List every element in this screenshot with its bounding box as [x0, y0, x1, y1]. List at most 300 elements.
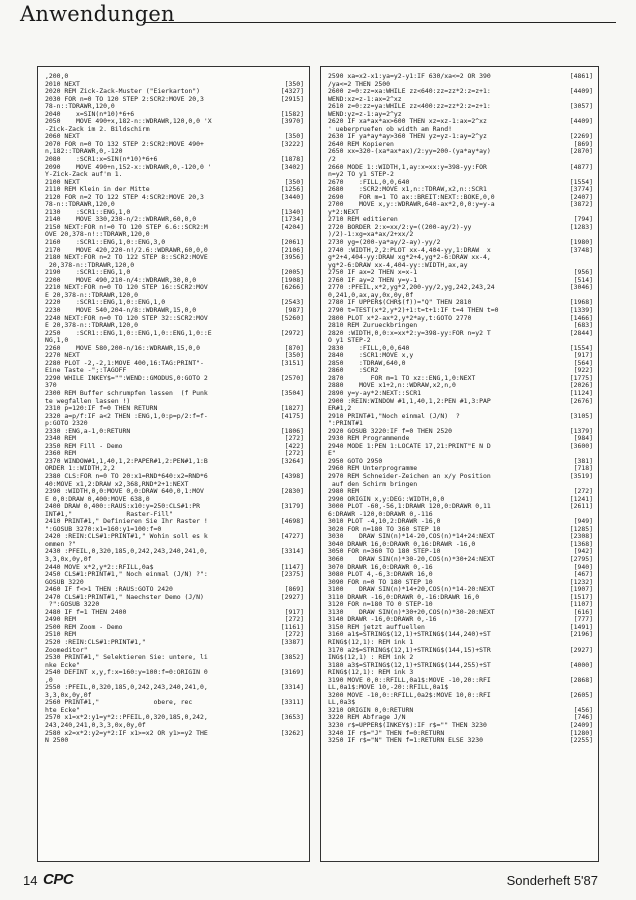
code-text: /ya<=2 THEN 2500 — [328, 79, 391, 88]
code-text: 2050 MOVE 490+x,182-n::WDRAWR,120,0,0 'X — [45, 117, 212, 126]
code-text: 2290 WHILE INKEY$="":WEND::GMODUS,0:GOTO 2 — [45, 373, 208, 382]
code-text: 2950 GOTO 2950 — [328, 456, 383, 465]
code-line — [328, 481, 593, 489]
checksum: [2409] — [569, 721, 593, 730]
code-text: ommen ?" — [45, 539, 77, 548]
checksum: [3774] — [569, 185, 593, 194]
code-text: 2510 REM — [45, 630, 77, 639]
code-text: 2980 REM — [328, 487, 360, 496]
checksum: [922] — [573, 366, 593, 375]
code-text: 2190 :SCR1::ENG,1,0 — [45, 268, 131, 277]
checksum: [2611] — [569, 502, 593, 511]
code-text: 2490 REM — [45, 615, 77, 624]
checksum: [2605] — [569, 690, 593, 699]
checksum: [3151] — [280, 358, 304, 367]
code-listing-left — [38, 67, 309, 745]
code-text: 2530 PRINT#1," Selektieren Sie: untere, li — [45, 653, 208, 662]
checksum: [3222] — [280, 139, 304, 148]
code-line — [45, 171, 304, 179]
code-text: NG,1,0 — [45, 336, 69, 345]
code-text: 3160 a1$=STRING$(12,1)+STRING$(144,240)+ST — [328, 630, 491, 639]
page-number: 14 — [23, 873, 38, 888]
code-text: ER#1,2 — [328, 404, 352, 413]
checksum: [2061] — [280, 238, 304, 247]
code-text: 3170 a2$=STRING$(12,1)+STRING$(144,15)+STR — [328, 645, 491, 654]
checksum: [1280] — [569, 728, 593, 737]
code-text: 3030 DRAW SIN(n)*14-20,COS(n)*14+24:NEXT — [328, 532, 495, 541]
code-text: 2020 REM Zick-Zack-Muster ("Eierkarton") — [45, 87, 201, 96]
code-text: 2770 :PFEIL,x*2,yg*2,200-yy/2,yg,242,243,24 — [328, 283, 495, 292]
code-text: 3060 DRAW SIN(n)*30-20,COS(n)*30+24:NEXT — [328, 555, 495, 563]
code-text: 2690 FOR m=1 TO ax::BREIT:NEXT::BOKE,0,0 — [328, 192, 495, 201]
code-text: nke Ecke" — [45, 660, 80, 669]
code-text: 2470 CLS#1:PRINT#1," Naechster Demo (J/N) — [45, 592, 204, 601]
checksum: [1285] — [569, 524, 593, 533]
code-line — [328, 148, 593, 156]
code-text: 3070 DRAWR 16,0:DRAWR 0,-16 — [328, 562, 433, 571]
checksum: [683] — [573, 321, 593, 330]
code-text: 2040 x=SIN(n*10)*6+6 — [45, 109, 135, 118]
checksum: [2927] — [280, 592, 304, 601]
code-text: ,0 — [45, 675, 53, 684]
code-text: 2460 IF f<>1 THEN :RAUS:GOTO 2420 — [45, 585, 173, 594]
code-line — [45, 73, 304, 81]
code-text: 3,3,0x,0y,0f — [45, 555, 92, 563]
checksum: [4861] — [569, 72, 593, 80]
code-text: O y1 STEP-2 — [328, 336, 371, 345]
code-text: 3110 DRAWR -16,0:DRAWR 0,-16:DRAWR 16,0 — [328, 592, 480, 601]
code-text: 3000 PLOT -60,-56,1:DRAWR 120,0:DRAWR 0,11 — [328, 502, 491, 511]
checksum: [4000] — [569, 660, 593, 669]
code-line — [328, 201, 593, 209]
code-text: 2900 :REIN:WINDOW #1,1,40,1,2:PEN #1,3:PAP — [328, 396, 491, 405]
checksum: [870] — [284, 343, 304, 352]
code-text: 2660 MODE 1::WIDTH,1,ay:x=xx:y=398-yy:FOR — [328, 162, 487, 171]
code-text: 2630 IF ya*ay*ay>360 THEN yz=yz-1:ay=2^yz — [328, 132, 487, 141]
code-text: hte Ecke" — [45, 705, 80, 714]
code-text: g*2+4,404-yy:DRAW xg*2+4,yg*2-6:DRAW xx-4, — [328, 253, 491, 262]
code-text: 2320 a=p/f:IF a<2 THEN :ENG,1,0:p=p/2:f=f- — [45, 411, 208, 420]
checksum: [987] — [284, 305, 304, 314]
code-text: 2740 :WIDTH,2,2:PLOT xx-4,404-yy,1:DRAW x — [328, 245, 491, 254]
checksum: [2106] — [280, 245, 304, 254]
checksum: [869] — [573, 139, 593, 148]
checksum: [422] — [284, 441, 304, 450]
code-text: 2230 MOVE 540,204-n/8::WDRAWR,15,0,0 — [45, 305, 197, 314]
code-text: 2720 BORDER 2:x=xx/2:y=((200-ay/2)-yy — [328, 222, 472, 231]
checksum: [3872] — [569, 200, 593, 209]
checksum: [869] — [284, 585, 304, 594]
checksum: [2255] — [569, 736, 593, 745]
code-text: WEND:xz=z-1:ax=2^xz — [328, 94, 402, 103]
checksum: [1775] — [569, 373, 593, 382]
checksum: [3179] — [280, 502, 304, 511]
checksum: [949] — [573, 517, 593, 526]
checksum: [1107] — [569, 600, 593, 609]
listing-column-right — [320, 66, 599, 862]
code-text: E 20,378-n::TDRAWR,120,0 — [45, 290, 139, 299]
code-text: 3,3,0x,0y,0f — [45, 690, 92, 699]
code-text: N 2500 — [45, 736, 69, 745]
code-text: INT#1," Raster-Fill" — [45, 509, 173, 518]
code-text: 2800 PLOT x*2-ax*2,y*2*ay,t:GOTO 2770 — [328, 313, 472, 322]
checksum: [1124] — [569, 388, 593, 397]
code-text: 78-n::TDRAWR,120,0 — [45, 102, 115, 111]
checksum: [3262] — [280, 728, 304, 737]
checksum: [4204] — [280, 222, 304, 231]
code-text: 2830 :FILL,0,0,640 — [328, 343, 410, 352]
checksum: [5260] — [280, 313, 304, 322]
code-text: 2930 REM Programmende — [328, 434, 410, 443]
checksum: [272] — [284, 434, 304, 443]
checksum: [1907] — [569, 585, 593, 594]
checksum: [2308] — [569, 532, 593, 541]
code-text: auf den Schirm bringen — [328, 479, 418, 488]
code-text: 2860 :SCR2 — [328, 366, 379, 375]
checksum: [3600] — [569, 441, 593, 450]
code-line — [45, 624, 304, 632]
code-text: 3090 FOR n=0 TO 180 STEP 10 — [328, 577, 433, 586]
code-text: 243,240,241,0,3,3,0x,0y,0f — [45, 721, 146, 730]
code-text: 3200 MOVE -10,0::RFILL,0a2$:MOVE 10,0::RFI — [328, 690, 491, 699]
checksum: [3504] — [280, 388, 304, 397]
checksum: [2795] — [569, 555, 593, 563]
code-text: 2650 xx=320-(xa*ax*ax)/2:yy=200-(ya*ay*ay) — [328, 147, 491, 156]
code-text: 2590 xa=x2-x1:ya=y2-y1:IF 630/xa<=2 OR 390 — [328, 72, 491, 80]
code-text: 3080 PLOT 4,-6,3:DRAWR 16,0 — [328, 570, 433, 579]
checksum: [3264] — [280, 456, 304, 465]
code-text: 2080 :SCR1:x=SIN(n*10)*6+6 — [45, 155, 158, 164]
checksum: [272] — [284, 615, 304, 624]
checksum: [2830] — [280, 487, 304, 496]
checksum: [1734] — [280, 215, 304, 224]
code-text: 2110 REM Klein in der Mitte — [45, 185, 150, 194]
code-text: 2750 IF ax=2 THEN x=x-1 — [328, 268, 418, 277]
checksum: [2676] — [569, 396, 593, 405]
code-text: Y-Zick-Zack auf'm 1. — [45, 170, 123, 179]
checksum: [564] — [573, 358, 593, 367]
checksum: [2375] — [280, 570, 304, 579]
code-text: 2400 DRAW 0,400::RAUS:x10:y=250:CLS#1:PR — [45, 502, 201, 511]
checksum: [3440] — [280, 192, 304, 201]
code-text: 2500 REM Zoom - Demo — [45, 622, 123, 631]
code-text: 2560 PRINT#1," obere, rec — [45, 698, 193, 707]
checksum: [3748] — [569, 245, 593, 254]
code-text: 2520 :REIN:CLS#1:PRINT#1," — [45, 638, 146, 647]
code-line — [45, 699, 304, 707]
checksum: [1466] — [569, 313, 593, 322]
checksum: [3046] — [569, 283, 593, 292]
magazine-logo: CPC — [43, 871, 74, 888]
code-text: 2280 PLOT -2,-2,1:MOVE 400,16:TAG:PRINT"- — [45, 358, 204, 367]
code-text: GOSUB 3220 — [45, 577, 84, 586]
checksum: [940] — [573, 562, 593, 571]
code-text: 2140 MOVE 330,230-n/2::WDRAWR,60,0,0 — [45, 215, 197, 224]
checksum: [1379] — [569, 426, 593, 435]
checksum: [1878] — [280, 155, 304, 164]
code-text: ,200,0 — [45, 72, 69, 80]
code-line — [45, 609, 304, 617]
checksum: [350] — [284, 132, 304, 141]
checksum: [1256] — [280, 185, 304, 194]
code-text: 2680 :SCR2:MOVE x1,n::TDRAW,x2,n::SCR1 — [328, 185, 487, 194]
code-text: 2450 CLS#1:PRINT#1," Noch einmal (J/N) ?": — [45, 570, 208, 579]
code-text: 3240 IF r$="J" THEN f=0:RETURN — [328, 728, 445, 737]
code-text: 2210 NEXT:FOR n=0 TO 120 STEP 16::SCR2:MOV — [45, 283, 208, 292]
code-text: 2180 NEXT:FOR n=2 TO 122 STEP 8::SCR2:MOVE — [45, 253, 208, 262]
checksum: [2844] — [569, 328, 593, 337]
code-text: 2300 REM Buffer schrumpfen lassen (f Punk — [45, 388, 208, 397]
checksum: [2972] — [280, 328, 304, 337]
code-text: Eine Taste -";:TAGOFF — [45, 366, 127, 375]
checksum: [272] — [284, 449, 304, 458]
checksum: [1968] — [569, 298, 593, 307]
code-text: 2200 MOVE 490,210-n/4::WDRAWR,30,0,0 — [45, 275, 197, 284]
checksum: [3402] — [280, 162, 304, 171]
checksum: [3314] — [280, 547, 304, 556]
checksum: [2269] — [569, 132, 593, 141]
code-text: E" — [328, 449, 336, 458]
code-text: RING$(12,1): REM ink 3 — [328, 668, 414, 677]
code-text: ?":GOSUB 3220 — [45, 600, 100, 609]
code-text: 3140 DRAWR -16,0:DRAWR 0,-16 — [328, 615, 437, 624]
checksum: [956] — [573, 268, 593, 277]
code-line — [328, 443, 593, 451]
code-text: 2780 IF UPPER$(CHR$(f))="Q" THEN 2810 — [328, 298, 472, 307]
checksum: [2026] — [569, 381, 593, 390]
code-text: 2340 REM — [45, 434, 77, 443]
code-text: n,182::TDRAWR,0,-120 — [45, 147, 123, 156]
code-text: 2030 FOR n=0 TO 120 STEP 2:SCR2:MOVE 20,3 — [45, 94, 204, 103]
code-text: 3020 FOR n=180 TO 360 STEP 10 — [328, 524, 441, 533]
code-text: OVE 20,378-n!::TDRAWR,120,0 — [45, 230, 150, 239]
code-text: 20,378-n::TDRAWR,120,0 — [45, 260, 135, 269]
code-text: RING$(12,1): REM ink 1 — [328, 638, 414, 647]
code-line — [45, 126, 304, 134]
code-text: 2810 REM Zurueckbringen — [328, 321, 418, 330]
code-text: p:GOTO 2320 — [45, 419, 88, 428]
checksum: [350] — [284, 351, 304, 360]
code-text: 2240 NEXT:FOR n=0 TO 120 STEP 32::SCR2:MOV — [45, 313, 208, 322]
code-text: 2010 NEXT — [45, 79, 80, 88]
checksum: [1283] — [569, 222, 593, 231]
code-line — [45, 428, 304, 436]
code-text: 3100 DRAW SIN(n)*14+20,COS(n)*14-20:NEXT — [328, 585, 495, 594]
code-text: 2170 MOVE 420,220-n!/2.6::WDRAWR,60,0,0 — [45, 245, 208, 254]
checksum: [942] — [573, 547, 593, 556]
code-line — [45, 669, 304, 677]
code-text: ":PRINT#1 — [328, 419, 363, 428]
code-text: /2 — [328, 155, 336, 164]
code-text: 2790 t=TEST(x*2,y*2)+1:t=t+1:IF t=4 THEN t=0 — [328, 305, 499, 314]
code-text: 3040 DRAWR 16,0:DRAWR 0,16:DRAWR -16,0 — [328, 539, 476, 548]
code-line — [45, 654, 304, 662]
header-rule — [143, 22, 616, 23]
issue-label: Sonderheft 5'87 — [506, 873, 598, 888]
code-text: 2840 :SCR1:MOVE x,y — [328, 351, 414, 360]
checksum: [1554] — [569, 343, 593, 352]
code-line — [45, 737, 304, 745]
code-text: 2390 :WIDTH,0,0:MOVE 0,0:DRAW 640,0,1:MOV — [45, 487, 204, 496]
checksum: [467] — [573, 570, 593, 579]
code-text: 2120 FOR n=2 TO 122 STEP 4:SCR2:MOVE 20,3 — [45, 192, 204, 201]
code-text: 2970 REM Schneider-Zeichen an x/y Position — [328, 471, 491, 480]
code-text: y*2:NEXT — [328, 207, 360, 216]
code-text: 2550 :PFEIL,0,320,185,0,242,243,240,241,0, — [45, 683, 208, 692]
code-line — [45, 443, 304, 451]
checksum: [2407] — [569, 192, 593, 201]
code-text: 2380 CLS:FOR n=0 TO 20:x1=RND*640:x2=RND*6 — [45, 471, 208, 480]
checksum: [4409] — [569, 117, 593, 126]
checksum: [350] — [284, 79, 304, 88]
code-text: 2250 :SCR1::ENG,1,0::ENG,1,0::ENG,1,0::E — [45, 328, 212, 337]
checksum: [794] — [573, 215, 593, 224]
code-text: ORDER 1::WIDTH,2,2 — [45, 464, 115, 473]
code-text: E 0,0:DRAW 0,400:MOVE 638,0 — [45, 494, 150, 503]
code-text: 3250 IF r$="N" THEN f=1:RETURN ELSE 3230 — [328, 736, 484, 745]
code-text: LL,0a1$:MOVE 10,-20::RFILL,0a1$ — [328, 683, 449, 692]
code-text: 2270 NEXT — [45, 351, 80, 360]
checksum: [1161] — [280, 622, 304, 631]
code-text: 2920 GOSUB 3220:IF f=0 THEN 2520 — [328, 426, 453, 435]
checksum: [718] — [573, 464, 593, 473]
code-text: 2700 MOVE x,y::WDRAWR,640-ax*2,0,0:y=y-a — [328, 200, 495, 209]
checksum: [3519] — [569, 471, 593, 480]
checksum: [1554] — [569, 177, 593, 186]
code-listing-right — [321, 67, 598, 745]
checksum: [1517] — [569, 592, 593, 601]
code-text: ' ueberpruefen ob width am Rand! — [328, 124, 453, 133]
code-text: ING$(12,1) : REM ink 2 — [328, 653, 414, 662]
code-text: -Zick-Zack im 2. Bildschirm — [45, 124, 150, 133]
code-text: 2670 :FILL,0,0,640 — [328, 177, 410, 186]
checksum: [4877] — [569, 162, 593, 171]
checksum: [1232] — [569, 577, 593, 586]
checksum: [777] — [573, 615, 593, 624]
code-text: 2580 x2=x*2:y2=y*2:IF x1>=x2 OR y1>=y2 THE — [45, 728, 208, 737]
checksum: [1147] — [280, 562, 304, 571]
code-line — [328, 413, 593, 421]
code-text: 2310 p=120:IF f=0 THEN RETURN — [45, 404, 158, 413]
code-text: )/2)-1:xg=xa*ax/2+xx/2 — [328, 230, 414, 239]
checksum: [3970] — [280, 117, 304, 126]
code-text: 3190 MOVE 0,0::RFILL,0a1$:MOVE -10,20::RFI — [328, 675, 491, 684]
checksum: [1582] — [280, 109, 304, 118]
checksum: [746] — [573, 713, 593, 722]
code-text: 2070 FOR n=0 TO 132 STEP 2:SCR2:MOVE 490+ — [45, 139, 204, 148]
code-line — [45, 375, 304, 383]
code-text: 3130 DRAW SIN(n)*30+20,COS(n)*30-20:NEXT — [328, 607, 495, 616]
code-text: 2990 ORIGIN x,y:DEG::WIDTH,0,0 — [328, 494, 445, 503]
checksum: [616] — [573, 607, 593, 616]
code-text: yg*2-6:DRAW xx-4,404-yy::WIDTH,ax,ay — [328, 260, 468, 269]
checksum: [381] — [573, 456, 593, 465]
code-text: 2370 WINDOW#1,1,40,1,2:PAPER#1,2:PEN#1,1:B — [45, 456, 208, 465]
code-text: 3050 FOR n=360 TO 180 STEP-10 — [328, 547, 441, 556]
code-text: 2760 IF ay=2 THEN y=y-1 — [328, 275, 418, 284]
code-text: 2350 REM Fill - Demo — [45, 441, 123, 450]
code-text: 3120 FOR n=180 TO 0 STEP-10 — [328, 600, 433, 609]
code-text: 2330 :ENG,a-1,0:RETURN — [45, 426, 131, 435]
code-line — [328, 398, 593, 406]
code-text: 3150 REM jetzt auffuellen — [328, 622, 425, 631]
code-text: 2160 :SCR1::ENG,1,0::ENG,3,0 — [45, 238, 166, 247]
code-text: E 20,378-n::TDRAWR,120,0 — [45, 321, 139, 330]
checksum: [2570] — [280, 373, 304, 382]
checksum: [4175] — [280, 411, 304, 420]
checksum: [1980] — [569, 238, 593, 247]
code-text: 2540 DEFINT x,y,f:x=160:y=100:f=0:ORIGIN 0 — [45, 668, 208, 677]
checksum: [3387] — [280, 638, 304, 647]
code-text: 6:DRAWR -120,0:DRAWR 0,-116 — [328, 509, 433, 518]
code-text: 2060 NEXT — [45, 132, 80, 141]
checksum: [3105] — [569, 411, 593, 420]
checksum: [984] — [573, 434, 593, 443]
checksum: [1806] — [280, 426, 304, 435]
checksum: [1491] — [569, 622, 593, 631]
code-text: 0,241,0,ax,ay,0x,0y,0f — [328, 290, 414, 299]
code-text: 2480 IF f=1 THEN 2400 — [45, 607, 127, 616]
code-line — [45, 330, 304, 338]
code-text: 2220 :SCR1::ENG,1,0::ENG,1,0 — [45, 298, 166, 307]
code-text: 2130 :SCR1::ENG,1,0 — [45, 207, 131, 216]
checksum: [272] — [284, 630, 304, 639]
code-text: te wegfallen lassen !) — [45, 396, 131, 405]
code-text: 3210 ORIGIN 0,0:RETURN — [328, 705, 414, 714]
code-text: 2620 IF xa*ax*ax>600 THEN xz=xz-1:ax=2^xz — [328, 117, 487, 126]
code-text: 78-n::TDRAWR,120,0 — [45, 200, 115, 209]
checksum: [2543] — [280, 298, 304, 307]
code-text: 2710 REM editieren — [328, 215, 398, 224]
checksum: [2927] — [569, 645, 593, 654]
code-text: ":GOSUB 3270:x1=160:y1=100:f=0 — [45, 524, 162, 533]
code-text: LL,0a3$ — [328, 698, 356, 707]
checksum: [3314] — [280, 683, 304, 692]
code-text: 40:MOVE x1,2:DRAW x2,368,RND*2+1:NEXT — [45, 479, 189, 488]
code-text: 2850 :TDRAW,640,0 — [328, 358, 406, 367]
checksum: [3852] — [280, 653, 304, 662]
checksum: [2196] — [569, 630, 593, 639]
checksum: [3169] — [280, 668, 304, 677]
checksum: [4698] — [280, 517, 304, 526]
checksum: [1908] — [280, 275, 304, 284]
checksum: [1339] — [569, 305, 593, 314]
checksum: [3956] — [280, 253, 304, 262]
checksum: [4727] — [280, 532, 304, 541]
code-text: n=y2 TO y1 STEP-2 — [328, 170, 394, 179]
checksum: [1241] — [569, 494, 593, 503]
code-line — [45, 345, 304, 353]
checksum: [4409] — [569, 87, 593, 96]
checksum: [2005] — [280, 268, 304, 277]
section-title: Anwendungen — [20, 2, 175, 26]
checksum: [6266] — [280, 283, 304, 292]
checksum: [1340] — [280, 207, 304, 216]
code-text: 2440 MOVE x*2,y*2::RFILL,0a$ — [45, 562, 154, 571]
checksum: [456] — [573, 705, 593, 714]
code-text: Zoomeditor" — [45, 645, 88, 654]
code-text: 2090 MOVE 490+n,152-x::WDRAWR,0,-120,0 ' — [45, 162, 212, 171]
checksum: [2870] — [569, 147, 593, 156]
code-text: 2100 NEXT — [45, 177, 80, 186]
code-line — [328, 737, 593, 745]
code-text: 2880 MOVE x1+2,n::WDRAW,x2,n,0 — [328, 381, 456, 390]
checksum: [350] — [284, 177, 304, 186]
checksum: [514] — [573, 275, 593, 284]
code-text: 2890 y=y-ay*2:NEXT::SCR1 — [328, 388, 422, 397]
checksum: [2915] — [280, 94, 304, 103]
code-text: 2150 NEXT:FOR n!=0 TO 120 STEP 6.6::SCR2:M — [45, 222, 208, 231]
